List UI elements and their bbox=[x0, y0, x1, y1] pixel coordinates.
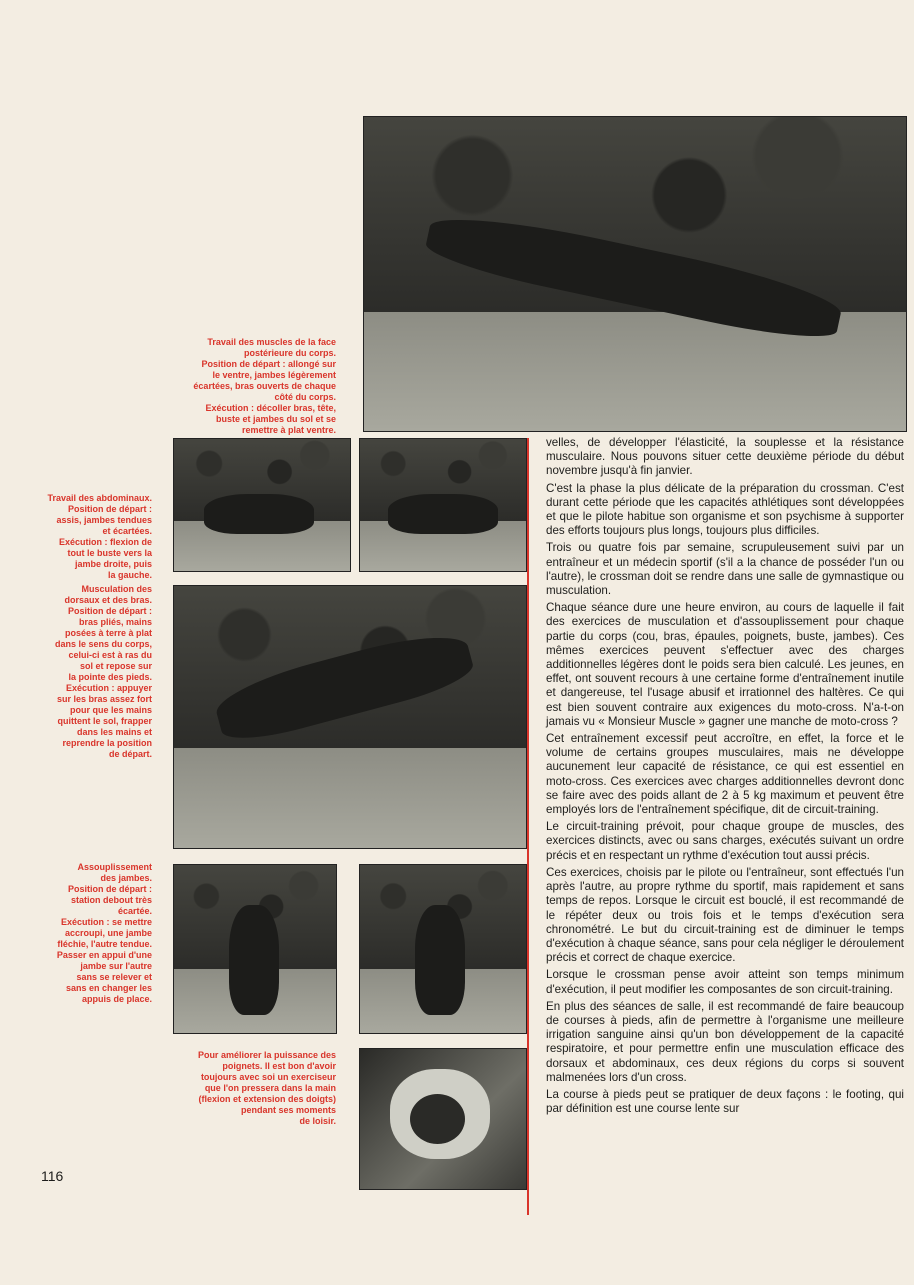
caption-line: la gauche. bbox=[107, 570, 152, 580]
body-paragraph: Cet entraînement excessif peut accroître, en effet, la force et le volume de certains groupes musculaires, mais ne développe aucunement leur capacité de résistance, ce qui est essentiel en moto-cross. Ces exercices avec charges additionnelles devront donc se faire avec des poids allant de 2 à 5 kg maximum et peuvent être employés lors de l'entraînement spécifique, dit de circuit-training. bbox=[546, 732, 904, 817]
caption-line: côté du corps. bbox=[274, 392, 336, 402]
caption-line: toujours avec soi un exerciseur bbox=[200, 1072, 336, 1082]
caption-line: Musculation des bbox=[81, 584, 152, 594]
caption-line: sur les bras assez fort bbox=[56, 694, 152, 704]
column-divider bbox=[527, 438, 529, 1215]
body-paragraph: C'est la phase la plus délicate de la préparation du crossman. C'est durant cette période que les capacités athlétiques sont développées et que le pilote habitue son organisme et son psychisme à supporter des efforts toujours plus longs, toujours plus difficiles. bbox=[546, 481, 904, 538]
body-paragraph: Lorsque le crossman pense avoir atteint son temps minimum d'exécution, il peut modifier les composantes de son circuit-training. bbox=[546, 968, 904, 996]
caption-line: de loisir. bbox=[299, 1116, 336, 1126]
caption-line: Exécution : décoller bras, tête, bbox=[205, 403, 336, 413]
caption-line: que l'on pressera dans la main bbox=[204, 1083, 336, 1093]
caption-line: jambe droite, puis bbox=[74, 559, 152, 569]
caption-line: Travail des abdominaux. bbox=[47, 493, 152, 503]
caption-line: poignets. Il est bon d'avoir bbox=[222, 1061, 336, 1071]
caption-pushup bbox=[0, 584, 152, 760]
caption-line: sol et repose sur bbox=[79, 661, 152, 671]
photo-pushup-clap bbox=[173, 585, 527, 849]
caption-line: Assouplissement bbox=[77, 862, 152, 872]
caption-line: Exécution : flexion de bbox=[58, 537, 152, 547]
caption-line: dorsaux et des bras. bbox=[64, 595, 152, 605]
photo-back-extension bbox=[363, 116, 907, 432]
photo-abdominal-right bbox=[359, 438, 527, 572]
body-paragraph: Ces exercices, choisis par le pilote ou l'entraîneur, sont effectués l'un après l'autre, au propre rythme du sportif, mais rapidement et sans temps de repos. Lorsque le circuit est bouclé, il est recommandé de le répéter deux ou trois fois et le temps d'exécution sera chronométré. Le but du circuit-training est de diminuer le temps d'exécution à chaque séance, sans pour cela négliger le déroulement précis et correct de chaque exercice. bbox=[546, 865, 904, 965]
body-paragraph: Chaque séance dure une heure environ, au cours de laquelle il fait des exercices de musculation et d'assouplissement pour chaque partie du corps (cou, bras, épaules, poignets, buste, jambes). Ces mêmes exercices peuvent s'effectuer avec des charges additionnelles légères dont le poids sera bien calculé. Les jeunes, en effet, ont souvent recours à une certaine forme d'entraînement inutile et dangereuse, tel l'usage abusif et irrationnel des haltères. Ce qui est bien souvent contraire aux exigences du moto-cross. N'a-t-on jamais vu « Monsieur Muscle » gagner une manche de moto-cross ? bbox=[546, 601, 904, 728]
caption-line: pendant ses moments bbox=[240, 1105, 336, 1115]
caption-line: sans en changer les bbox=[65, 983, 152, 993]
caption-line: Exécution : appuyer bbox=[65, 683, 152, 693]
caption-line: Position de départ : bbox=[67, 504, 152, 514]
caption-line: Travail des muscles de la face bbox=[207, 337, 336, 347]
caption-line: écartée. bbox=[117, 906, 152, 916]
caption-line: Position de départ : bbox=[67, 884, 152, 894]
caption-line: bras pliés, mains bbox=[78, 617, 152, 627]
photo-abdominal-left bbox=[173, 438, 351, 572]
caption-line: remettre à plat ventre. bbox=[241, 425, 336, 435]
caption-line: Exécution : se mettre bbox=[60, 917, 152, 927]
caption-line: de départ. bbox=[108, 749, 152, 759]
article-body bbox=[546, 436, 904, 1119]
caption-line: posées à terre à plat bbox=[64, 628, 152, 638]
caption-line: jambe sur l'autre bbox=[80, 961, 152, 971]
caption-back-extension bbox=[160, 337, 336, 436]
body-paragraph: En plus des séances de salle, il est recommandé de faire beaucoup de courses à pieds, afin de permettre à l'organisme une meilleure irrigation sanguine ainsi qu'un bon développement de la capacité respiratoire, et pour permettre enfin une musculation efficace des dorsaux et abdominaux, ces deux régions du corps si souvent malmenées lors d'un cross. bbox=[546, 999, 904, 1084]
caption-hand-grip bbox=[166, 1050, 336, 1127]
caption-line: et écartées. bbox=[102, 526, 152, 536]
caption-line: accroupi, une jambe bbox=[64, 928, 152, 938]
caption-line: station debout très bbox=[70, 895, 152, 905]
caption-line: tout le buste vers la bbox=[67, 548, 152, 558]
photo-leg-stretch-right bbox=[359, 864, 527, 1034]
caption-line: Passer en appui d'une bbox=[56, 950, 152, 960]
photo-leg-stretch-left bbox=[173, 864, 337, 1034]
caption-line: buste et jambes du sol et se bbox=[215, 414, 336, 424]
caption-line: postérieure du corps. bbox=[243, 348, 336, 358]
caption-abdominal bbox=[0, 493, 152, 581]
body-paragraph: Le circuit-training prévoit, pour chaque groupe de muscles, des exercices distincts, avec ou sans charges, exécutés suivant un ordre précis et en respectant un rythme d'exécution tout aussi précis. bbox=[546, 820, 904, 862]
caption-line: écartées, bras ouverts de chaque bbox=[193, 381, 336, 391]
caption-line: celui-ci est à ras du bbox=[68, 650, 152, 660]
body-paragraph: velles, de développer l'élasticité, la souplesse et la résistance musculaire. Nous pouvons situer cette deuxième période du début novembre jusqu'à fin janvier. bbox=[546, 436, 904, 478]
caption-line: (flexion et extension des doigts) bbox=[198, 1094, 336, 1104]
photo-hand-grip bbox=[359, 1048, 527, 1190]
caption-line: la pointe des pieds. bbox=[68, 672, 152, 682]
caption-line: Position de départ : allongé sur bbox=[201, 359, 336, 369]
caption-line: appuis de place. bbox=[81, 994, 152, 1004]
caption-line: des jambes. bbox=[100, 873, 152, 883]
body-paragraph: La course à pieds peut se pratiquer de deux façons : le footing, qui par définition est une course lente sur bbox=[546, 1087, 904, 1116]
caption-line: le ventre, jambes légèrement bbox=[212, 370, 336, 380]
caption-leg-stretch bbox=[0, 862, 152, 1005]
caption-line: assis, jambes tendues bbox=[56, 515, 152, 525]
caption-line: dans les mains et bbox=[76, 727, 152, 737]
caption-line: reprendre la position bbox=[62, 738, 152, 748]
caption-line: quittent le sol, frapper bbox=[57, 716, 152, 726]
caption-line: Position de départ : bbox=[67, 606, 152, 616]
body-paragraph: Trois ou quatre fois par semaine, scrupuleusement suivi par un entraîneur et un médecin sportif (s'il a la chance de posséder l'un ou l'autre), le crossman doit se rendre dans une salle de gymnastique ou musculation. bbox=[546, 541, 904, 598]
caption-line: sans se relever et bbox=[76, 972, 152, 982]
caption-line: fléchie, l'autre tendue. bbox=[57, 939, 152, 949]
caption-line: pour que les mains bbox=[69, 705, 152, 715]
caption-line: dans le sens du corps, bbox=[54, 639, 152, 649]
page-number: 116 bbox=[41, 1168, 64, 1184]
caption-line: Pour améliorer la puissance des bbox=[197, 1050, 336, 1060]
